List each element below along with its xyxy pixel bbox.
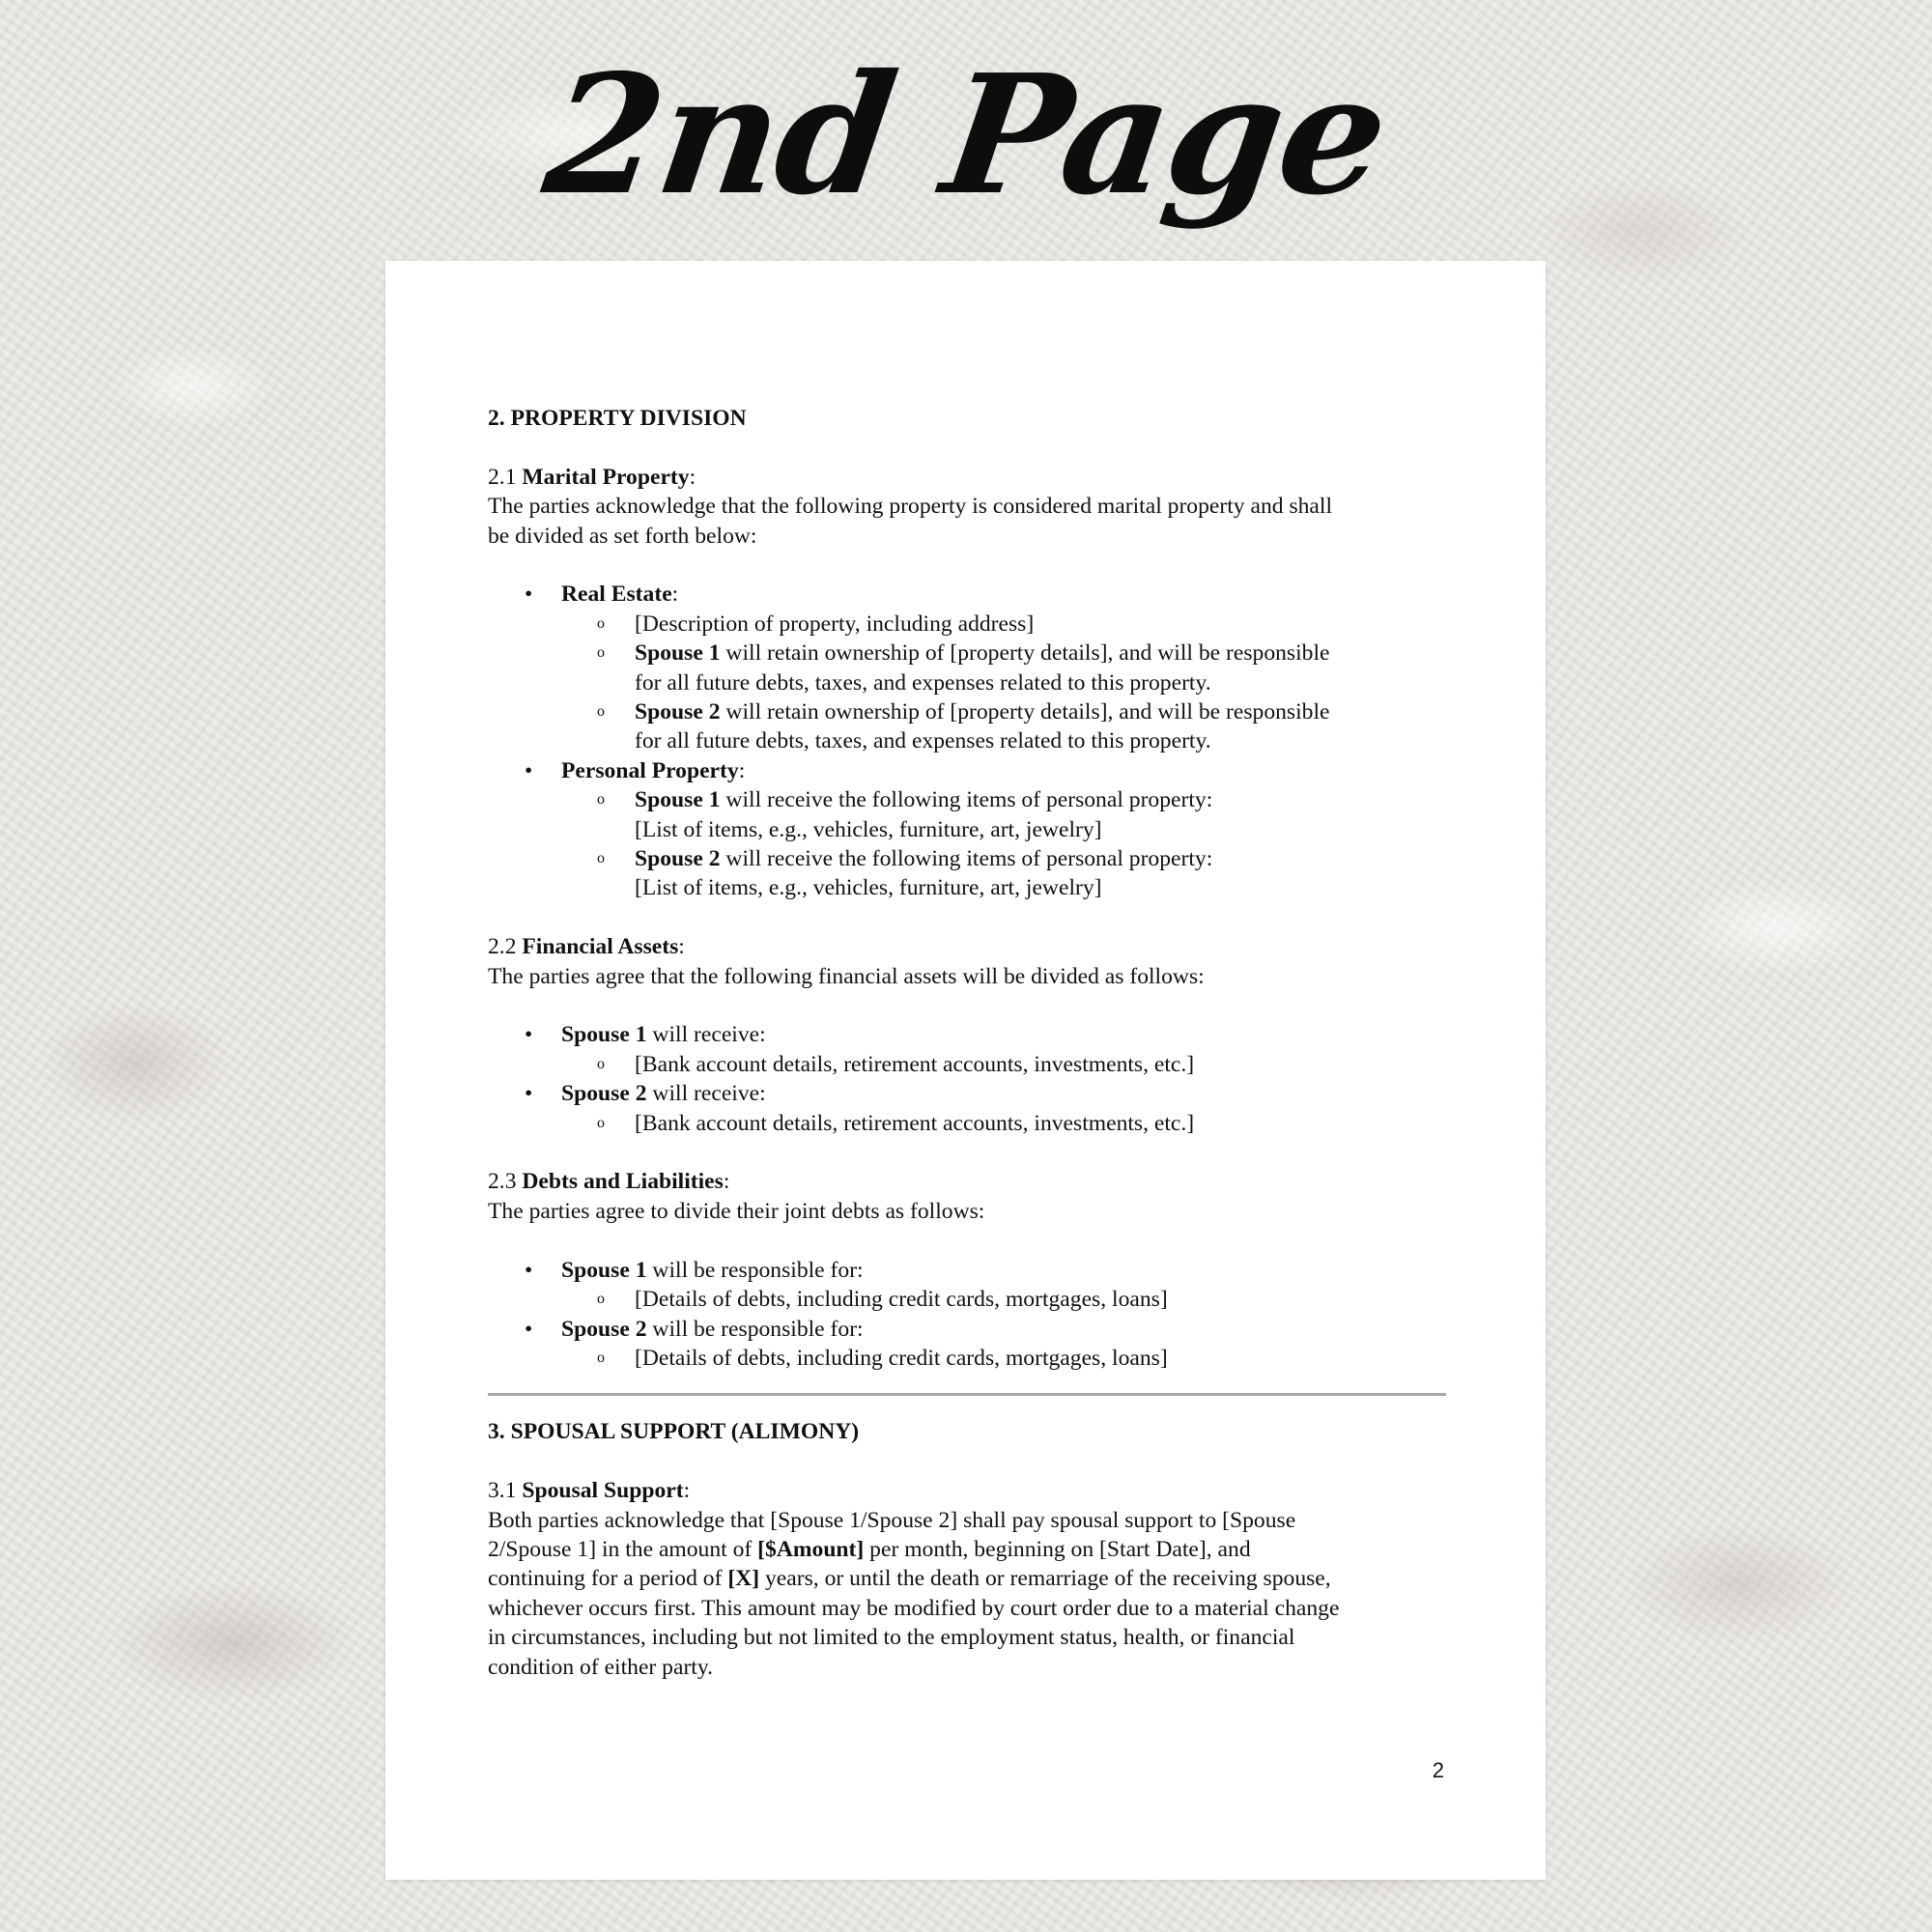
section-3-heading: 3. SPOUSAL SUPPORT (ALIMONY) bbox=[488, 1419, 860, 1445]
bullet-item: • Spouse 2 will be responsible for: bbox=[488, 1315, 1454, 1344]
circle-bullet-icon: o bbox=[597, 614, 605, 632]
bullet-dot-icon: • bbox=[525, 1081, 533, 1107]
paragraph-line: continuing for a period of [X] years, or until the death or remarriage of the receiving spouse, bbox=[488, 1566, 1331, 1592]
sub-item: o [Details of debts, including credit cards, mortgages, loans] bbox=[488, 1285, 1454, 1314]
subsection-2-2-title: 2.2 Financial Assets: bbox=[488, 934, 685, 960]
sub-item: o Spouse 2 will receive the following items of personal property: bbox=[488, 844, 1454, 873]
sub-item-continuation: [List of items, e.g., vehicles, furniture, art, jewelry] bbox=[635, 816, 1102, 842]
document-body bbox=[488, 404, 1454, 1682]
circle-bullet-icon: o bbox=[597, 791, 605, 809]
paragraph-line: The parties agree that the following financial assets will be divided as follows: bbox=[488, 963, 1205, 989]
circle-bullet-icon: o bbox=[597, 1349, 605, 1366]
paragraph-line: 2/Spouse 1] in the amount of [$Amount] per month, beginning on [Start Date], and bbox=[488, 1536, 1251, 1562]
sub-item: o Spouse 1 will receive the following items of personal property: bbox=[488, 785, 1454, 814]
page-title-script: 2nd Page bbox=[534, 39, 1398, 232]
paragraph-line: The parties acknowledge that the following property is considered marital property and shall bbox=[488, 494, 1333, 520]
sub-item: o Spouse 2 will retain ownership of [property details], and will be responsible bbox=[488, 697, 1454, 726]
paragraph-line: The parties agree to divide their joint debts as follows: bbox=[488, 1198, 985, 1224]
bullet-item: • Spouse 1 will receive: bbox=[488, 1020, 1454, 1049]
sub-item: o [Description of property, including address] bbox=[488, 610, 1454, 639]
circle-bullet-icon: o bbox=[597, 1114, 605, 1131]
sub-item-continuation: for all future debts, taxes, and expenses related to this property. bbox=[635, 669, 1211, 696]
bullet-item: • Spouse 2 will receive: bbox=[488, 1079, 1454, 1108]
bullet-item: • Spouse 1 will be responsible for: bbox=[488, 1256, 1454, 1285]
subsection-2-1-title: 2.1 Marital Property: bbox=[488, 464, 696, 490]
sub-item-continuation: [List of items, e.g., vehicles, furniture, art, jewelry] bbox=[635, 875, 1102, 901]
subsection-3-1-title: 3.1 Spousal Support: bbox=[488, 1478, 691, 1504]
paragraph-line: be divided as set forth below: bbox=[488, 523, 757, 549]
bullet-dot-icon: • bbox=[525, 757, 533, 783]
paragraph-line: condition of either party. bbox=[488, 1654, 714, 1680]
sub-item: o [Bank account details, retirement accounts, investments, etc.] bbox=[488, 1050, 1454, 1079]
bullet-dot-icon: • bbox=[525, 582, 533, 608]
bullet-dot-icon: • bbox=[525, 1316, 533, 1342]
paragraph-line: whichever occurs first. This amount may be modified by court order due to a material change bbox=[488, 1595, 1340, 1621]
sub-item-continuation: for all future debts, taxes, and expenses related to this property. bbox=[635, 728, 1211, 754]
sub-item: o Spouse 1 will retain ownership of [property details], and will be responsible bbox=[488, 639, 1454, 668]
circle-bullet-icon: o bbox=[597, 703, 605, 721]
bullet-real-estate: • Real Estate: bbox=[488, 580, 1454, 609]
bullet-dot-icon: • bbox=[525, 1257, 533, 1283]
document-page bbox=[385, 261, 1546, 1880]
paragraph-line: Both parties acknowledge that [Spouse 1/Spouse 2] shall pay spousal support to [Spouse bbox=[488, 1507, 1296, 1533]
subsection-2-3-title: 2.3 Debts and Liabilities: bbox=[488, 1169, 730, 1195]
sub-item: o [Details of debts, including credit cards, mortgages, loans] bbox=[488, 1344, 1454, 1373]
circle-bullet-icon: o bbox=[597, 850, 605, 867]
circle-bullet-icon: o bbox=[597, 1291, 605, 1308]
bullet-personal-property: • Personal Property: bbox=[488, 756, 1454, 785]
paragraph-line: in circumstances, including but not limited to the employment status, health, or financial bbox=[488, 1625, 1295, 1651]
circle-bullet-icon: o bbox=[597, 644, 605, 662]
bullet-dot-icon: • bbox=[525, 1022, 533, 1048]
page-number: 2 bbox=[1432, 1758, 1444, 1782]
sub-item: o [Bank account details, retirement accounts, investments, etc.] bbox=[488, 1109, 1454, 1138]
section-2-heading: 2. PROPERTY DIVISION bbox=[488, 406, 747, 431]
circle-bullet-icon: o bbox=[597, 1055, 605, 1072]
horizontal-divider bbox=[488, 1393, 1446, 1396]
